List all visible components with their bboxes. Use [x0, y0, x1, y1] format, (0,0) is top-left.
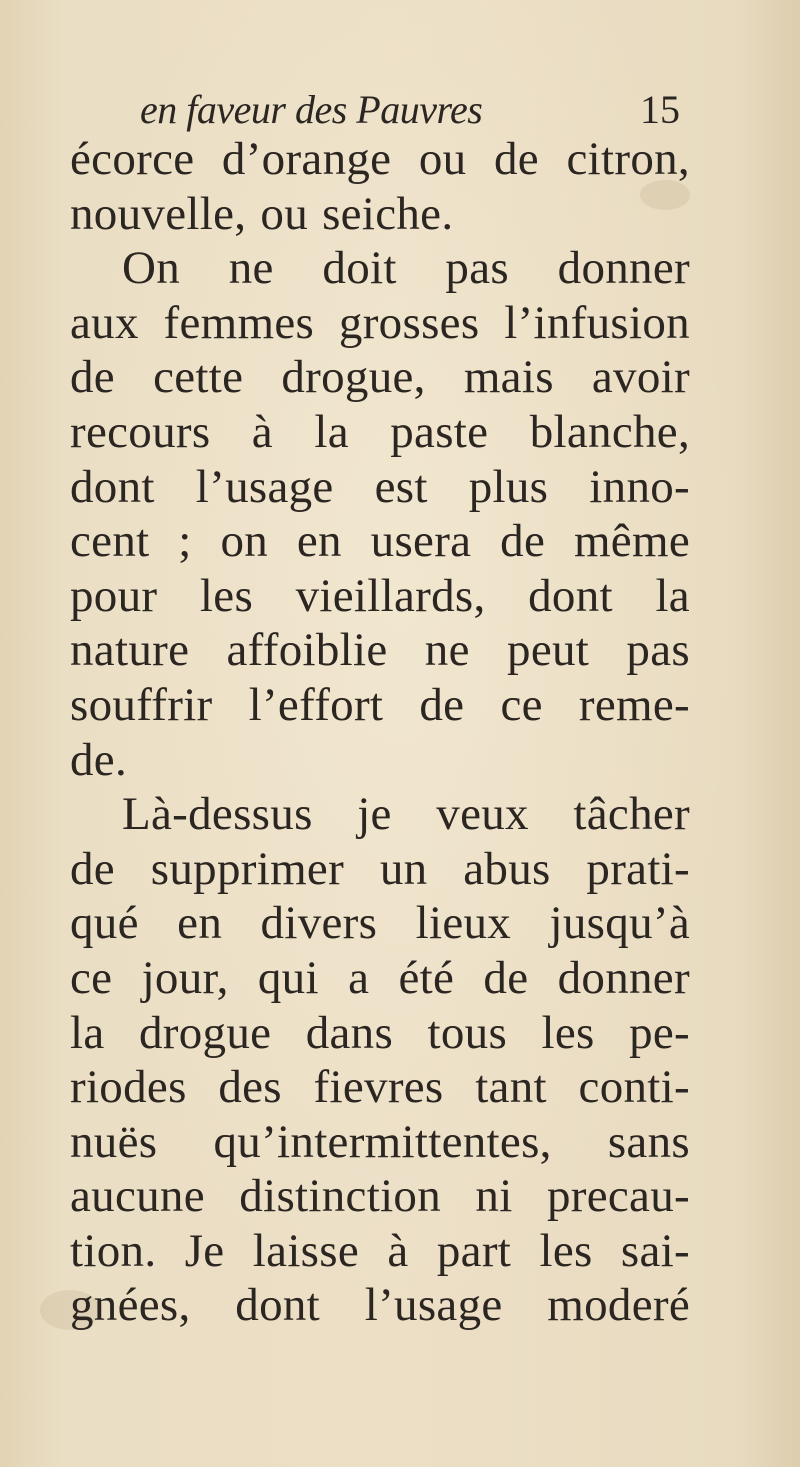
text-line: nature affoiblie ne peut pas: [70, 624, 690, 677]
text-line: ce jour, qui a été de donner: [70, 951, 690, 1004]
text-line: souffrir l’effort de ce reme-: [70, 678, 690, 731]
text-line: de supprimer un abus prati-: [70, 842, 690, 895]
text-line: recours à la paste blanche,: [70, 405, 690, 458]
body-text: [70, 132, 690, 1333]
text-line: écorce d’orange ou de citron,: [70, 133, 690, 185]
text-line: tion. Je laisse à part les sai-: [70, 1224, 690, 1277]
text-line: aucune distinction ni precau-: [70, 1170, 690, 1223]
text-line: On ne doit pas donner: [122, 242, 690, 295]
text-line: gnées, dont l’usage moderé: [70, 1279, 690, 1332]
running-title: en faveur des Pauvres: [140, 87, 483, 132]
text-line: dont l’usage est plus inno-: [70, 460, 690, 513]
text-line: cent ; on en usera de même: [70, 515, 690, 568]
text-line: nouvelle, ou seiche.: [70, 187, 454, 240]
text-line: nuës qu’intermittentes, sans: [70, 1115, 690, 1168]
text-line: de cette drogue, mais avoir: [70, 351, 690, 404]
text-line: qué en divers lieux jusqu’à: [70, 897, 690, 950]
text-line: aux femmes grosses l’infusion: [70, 296, 690, 349]
text-line: Là-dessus je veux tâcher: [122, 788, 690, 841]
text-line: pour les vieillards, dont la: [70, 569, 690, 622]
text-line: riodes des fievres tant conti-: [70, 1061, 690, 1114]
text-line: la drogue dans tous les pe-: [70, 1006, 690, 1059]
page-number: 15: [640, 87, 680, 132]
text-line: de.: [70, 733, 128, 786]
